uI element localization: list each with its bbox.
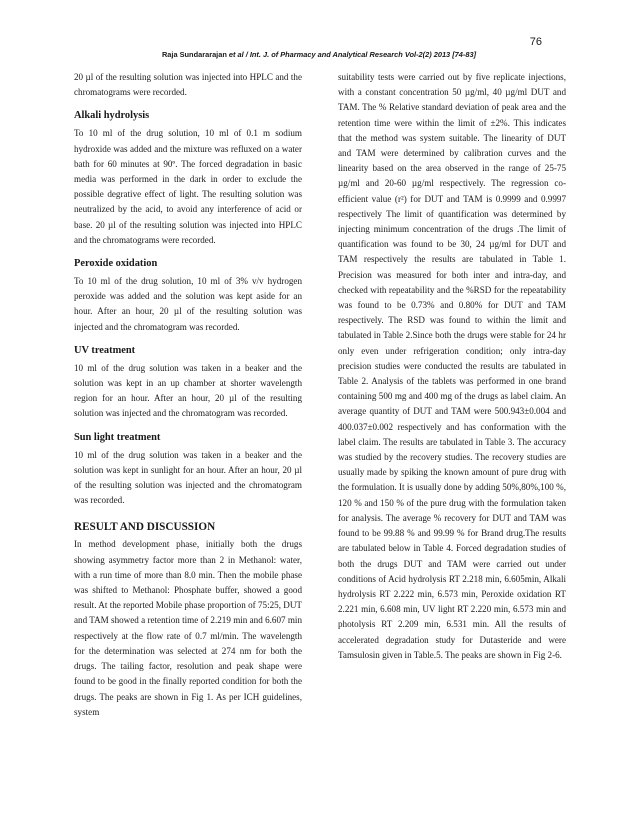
page-number: 76 [529,36,542,48]
section-heading-sun-light-treatment: Sun light treatment [74,431,161,443]
section-heading-uv-treatment: UV treatment [74,344,136,356]
left-column [74,70,302,728]
section-heading-peroxide-oxidation: Peroxide oxidation [74,258,158,270]
section-text-alkali-hydrolysis: To 10 ml of the drug solution, 10 ml of 0.1 m sodium hydroxide was added and the mixture was refluxed on a water bath for 60 minutes at 90º. The forced degradation in basic media was performed in the dark in order to exclude the possible degrative effect of light. The resulting solution was neutralized by the acid, to avoid any interference of acid or base. 20 µl of the resulting solution was injected into HPLC and the chromatograms were recorded. [74,128,302,245]
section-text-sun-light-treatment: 10 ml of the drug solution was taken in a beaker and the solution was kept in sunlight for an hour. After an hour, 20 µl of the resulting solution was injected and the chromatogram was recorded. [74,449,302,506]
section-text-results-discussion: In method development phase, initially both the drugs showing asymmetry factor more than 2 in Methanol: water, with a run time of more than 8.0 min. Then the mobile phase was shifted to Methanol: Phosphate buffer, showed a good result. At the reported Mobile phase proportion of 75:25, DUT and TAM showed a retention time of 2.219 min and 6.607 min respectively at the flow rate of 0.7 ml/min. The wavelength for the determination was selected at 274 nm for both the drugs. The tailing factor, resolution and peak shape were found to be good in the finally reported condition for both the drugs. The peaks are shown in Fig 1. As per ICH guidelines, system [74,539,302,717]
running-header [0,50,638,59]
section-text-uv-treatment: 10 ml of the drug solution was taken in a beaker and the solution was kept in an up chamber at shorter wavelength region for an hour. After an hour, 20 µl of the resulting solution was injected and the chromatogram was recorded. [74,362,302,419]
section-heading-results-discussion: RESULT AND DISCUSSION [74,521,216,534]
section-heading-alkali-hydrolysis: Alkali hydrolysis [74,110,150,122]
header-journal: et al / Int. J. of Pharmacy and Analytical Research Vol-2(2) 2013 [74-83] [228,50,477,59]
right-column-paragraph: suitability tests were carried out by five replicate injections, with a constant concentration 50 µg/ml, 40 µg/ml DUT and TAM. The % Relative standard deviation of peak area and the retention time were within the limit of ±2%. This indicates that the method was system suitable. The linearity of DUT and TAM were determined by calibration curves and the linearity based on the area observed in the range of 25-75 µg/ml and 20-60 µg/ml respectively. The regression co-efficient value (r²) for DUT and TAM is 0.9999 and 0.9997 respectively The limit of quantification was determined by injecting minimum concentration of the drugs .The limit of quantification was found to be 30, 24 µg/ml for DUT and TAM respectively the results are tabulated in Table 1. Precision was measured for both inter and intra-day, and checked with repeatability and the %RSD for the repeatability was found to be 0.73% and 0.80% for DUT and TAM respectively. The RSD was found to within the limit and tabulated in Table 2.Since both the drugs were stable for 24 hr only even under refrigeration condition; only intra-day precision studies were conducted the results are tabulated in Table 2. Analysis of the tablets was performed in one brand containing 500 mg and 400 mg of the drugs as label claim. An average quantity of DUT and TAM were 500.943±0.004 and 400.037±0.002 respectively and has conformation with the label claim. The results are tabulated in Table 3. The accuracy was studied by the recovery studies. The recovery studies are usually made by spiking the known amount of pure drug with the formulation. It is usually done by adding 50%,80%,100 %, 120 % and 150 % of the pure drug with the formulation taken for analysis. The average % recovery for DUT and TAM was found to be 99.88 % and 99.99 % for Brand drug.The results are tabulated below in Table 4. Forced degradation studies of both the drugs DUT and TAM were carried out under conditions of Acid hydrolysis RT 2.218 min, 6.605min, Alkali hydrolysis RT 2.222 min, 6.573 min, Peroxide oxidation RT 2.221 min, 6.608 min, UV light RT 2.220 min, 6.573 min and photolysis RT 2.209 min, 6.531 min. All the results of accelerated degradation study for Dutasteride and were Tamsulosin given in Table.5. The peaks are shown in Fig 2-6. [338,72,566,660]
section-text-peroxide-oxidation: To 10 ml of the drug solution, 10 ml of 3% v/v hydrogen peroxide was added and the solution was kept aside for an hour. After an hour, 20 µl of the resulting solution was injected and the chromatogram was recorded. [74,276,302,332]
header-authors: Raja Sundararajan [161,50,229,59]
right-column [338,70,566,671]
intro-paragraph: 20 µl of the resulting solution was injected into HPLC and the chromatograms were recorded. [74,72,302,98]
